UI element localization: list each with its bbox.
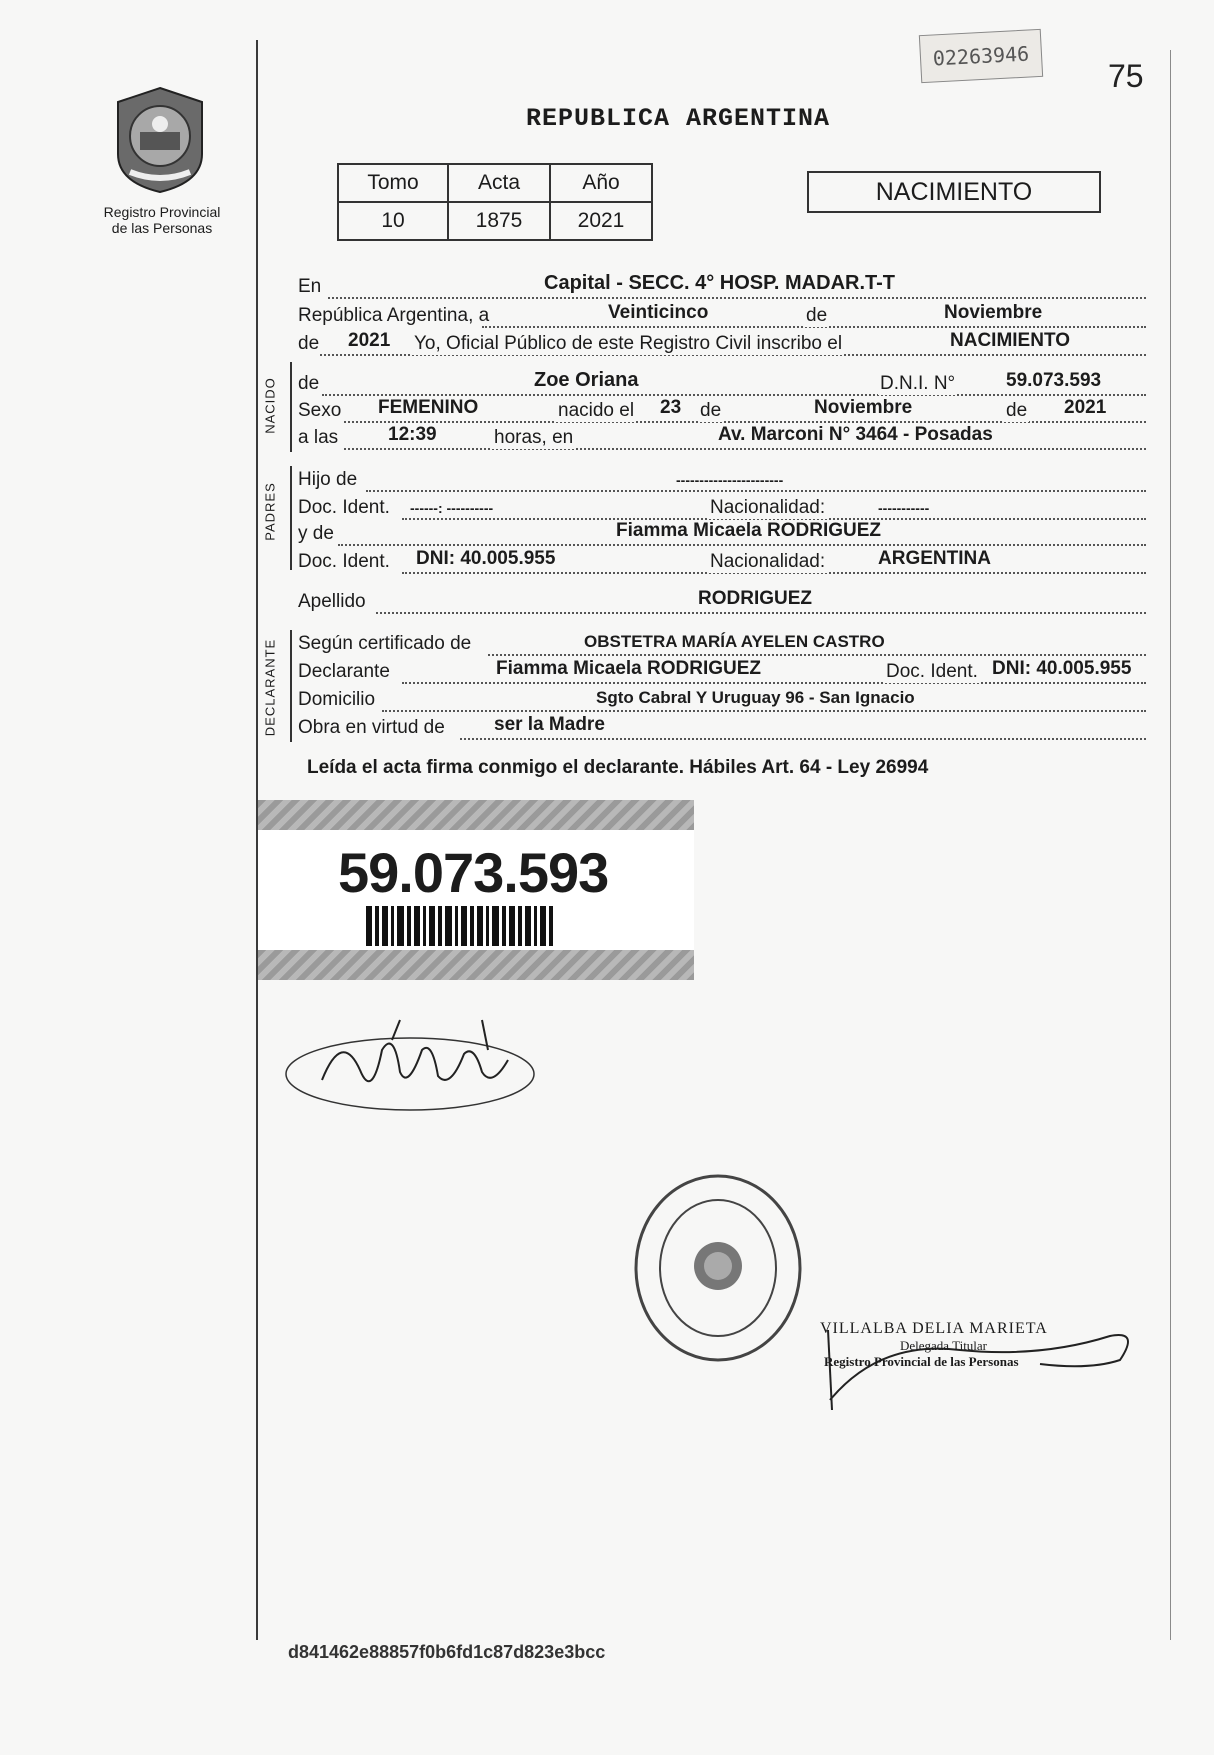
nacido-anio: 2021 (1064, 397, 1107, 418)
declarant-signature-icon (282, 1010, 542, 1130)
row-apellido (298, 590, 1146, 616)
registry-name (92, 204, 232, 236)
dom-label: Domicilio (298, 689, 376, 710)
horas-en-label: horas, en (494, 427, 574, 448)
padre-nac: ----------- (878, 500, 930, 516)
cert-label: Según certificado de (298, 633, 472, 654)
hora-dotline (344, 448, 1146, 450)
decl-value: Fiamma Micaela RODRIGUEZ (496, 658, 762, 679)
de-label-2: de (298, 333, 320, 354)
row-madre-doc (298, 550, 1146, 576)
record-table (337, 163, 653, 241)
closing-text: Leída el acta firma conmigo el declarante. Hábiles Art. 64 - Ley 26994 (307, 757, 929, 778)
declarante-bracket (290, 630, 292, 742)
document-heading: REPUBLICA ARGENTINA (526, 104, 831, 133)
apellido-value: RODRIGUEZ (698, 588, 812, 609)
record-type-box: NACIMIENTO (807, 171, 1101, 213)
padre-nombre: ----------------------- (676, 472, 784, 488)
hora-value: 12:39 (388, 424, 437, 445)
sexo-value: FEMENINO (378, 397, 479, 418)
serial-number: 02263946 (919, 29, 1043, 83)
official-office: Registro Provincial de las Personas (824, 1354, 1019, 1369)
row-hora (298, 426, 1146, 452)
row-declarante (298, 660, 1146, 686)
anio: 2021 (348, 330, 391, 351)
value-acta: 1875 (448, 202, 550, 240)
cert-value: OBSTETRA MARÍA AYELEN CASTRO (584, 632, 885, 651)
dni-label: D.N.I. N° (880, 373, 956, 394)
sexo-label: Sexo (298, 400, 342, 421)
row-nombre (298, 369, 1146, 398)
madre-nombre: Fiamma Micaela RODRIGUEZ (616, 520, 882, 541)
inscribo-value: NACIMIENTO (950, 330, 1070, 351)
madre-nac: ARGENTINA (878, 548, 991, 569)
declarante-section-label: DECLARANTE (262, 638, 278, 737)
republica-label: República Argentina, a (298, 305, 490, 326)
madre-doc: DNI: 40.005.955 (416, 548, 556, 569)
nacido-mes: Noviembre (814, 397, 913, 418)
nacido-nombre: Zoe Oriana (534, 369, 639, 391)
dia-letras: Veinticinco (608, 302, 709, 323)
apellido-label: Apellido (298, 591, 366, 612)
row-domicilio (298, 688, 1146, 714)
value-anio: 2021 (550, 202, 652, 240)
row-certificado (298, 632, 1146, 658)
apellido-dotline (376, 612, 1146, 614)
row-anio (298, 332, 1146, 358)
sticker-bottom-band (258, 950, 694, 980)
official-role: Delegada Titular (900, 1338, 988, 1353)
row-obra (298, 716, 1146, 742)
nacido-de-mes-label: de (700, 400, 722, 421)
right-margin-line (1170, 50, 1171, 1640)
row-y-de (298, 522, 1146, 548)
nacido-de-label: de (298, 373, 320, 394)
madre-nac-label: Nacionalidad: (710, 551, 826, 572)
nacido-dni: 59.073.593 (1006, 370, 1102, 391)
row-en (298, 272, 1146, 301)
sticker-barcode (366, 906, 606, 946)
decl-doc-value: DNI: 40.005.955 (992, 658, 1132, 679)
official-name: VILLALBA DELIA MARIETA (820, 1320, 1048, 1337)
official-stamp-text (820, 1320, 1048, 1370)
value-tomo: 10 (338, 202, 448, 240)
sticker-top-band (258, 800, 694, 830)
padres-section-label: PADRES (262, 482, 278, 541)
nacido-el-label: nacido el (558, 400, 635, 421)
nacido-bracket (290, 362, 292, 452)
yo-label: Yo, Oficial Público de este Registro Civil inscribo el (414, 333, 843, 354)
header-anio: Año (550, 164, 652, 202)
decl-label: Declarante (298, 661, 390, 682)
en-value: Capital - SECC. 4° HOSP. MADAR.T-T (544, 272, 896, 294)
dni-sticker (258, 800, 694, 980)
row-sexo (298, 399, 1146, 425)
nombre-dotline (322, 394, 1146, 396)
y-de-label: y de (298, 523, 334, 544)
nacido-de-anio-label: de (1006, 400, 1028, 421)
decl-doc-label: Doc. Ident. (886, 661, 978, 682)
madre-doc-label: Doc. Ident. (298, 551, 390, 572)
nacido-section-label: NACIDO (262, 377, 278, 434)
padre-doc-label: Doc. Ident. (298, 497, 390, 518)
sticker-dni-number: 59.073.593 (338, 841, 609, 904)
nacido-dia: 23 (660, 397, 682, 418)
hijo-de-label: Hijo de (298, 469, 358, 490)
de-label: de (806, 305, 828, 326)
y-de-dotline (338, 544, 1146, 546)
page-number: 75 (1108, 58, 1144, 94)
en-label: En (298, 276, 322, 297)
provincia-de-misiones-seal-icon (110, 84, 210, 196)
row-padre-doc (298, 496, 1146, 522)
nacido-lugar: Av. Marconi N° 3464 - Posadas (718, 424, 993, 445)
document-hash: d841462e88857f0b6fd1c87d823e3bcc (288, 1642, 606, 1662)
hijo-de-dotline (366, 490, 1146, 492)
registry-line-1: Registro Provincial (103, 204, 221, 220)
mes: Noviembre (944, 302, 1043, 323)
row-hijo-de (298, 468, 1146, 494)
dom-dotline (382, 710, 1146, 712)
hora-label: a las (298, 427, 339, 448)
en-dotline (328, 297, 1146, 299)
padres-bracket (290, 466, 292, 570)
obra-value: ser la Madre (494, 714, 605, 735)
header-acta: Acta (448, 164, 550, 202)
row-republica (298, 304, 1146, 330)
dom-value: Sgto Cabral Y Uruguay 96 - San Ignacio (596, 688, 915, 707)
padre-nac-label: Nacionalidad: (710, 497, 826, 518)
cert-dotline (488, 654, 1146, 656)
header-tomo: Tomo (338, 164, 448, 202)
decl-dotline (402, 682, 1146, 684)
obra-dotline (460, 738, 1146, 740)
registry-line-2: de las Personas (111, 220, 213, 236)
registry-stamp-icon (628, 1168, 808, 1368)
padre-doc: ------: ---------- (410, 500, 494, 516)
obra-label: Obra en virtud de (298, 717, 445, 738)
